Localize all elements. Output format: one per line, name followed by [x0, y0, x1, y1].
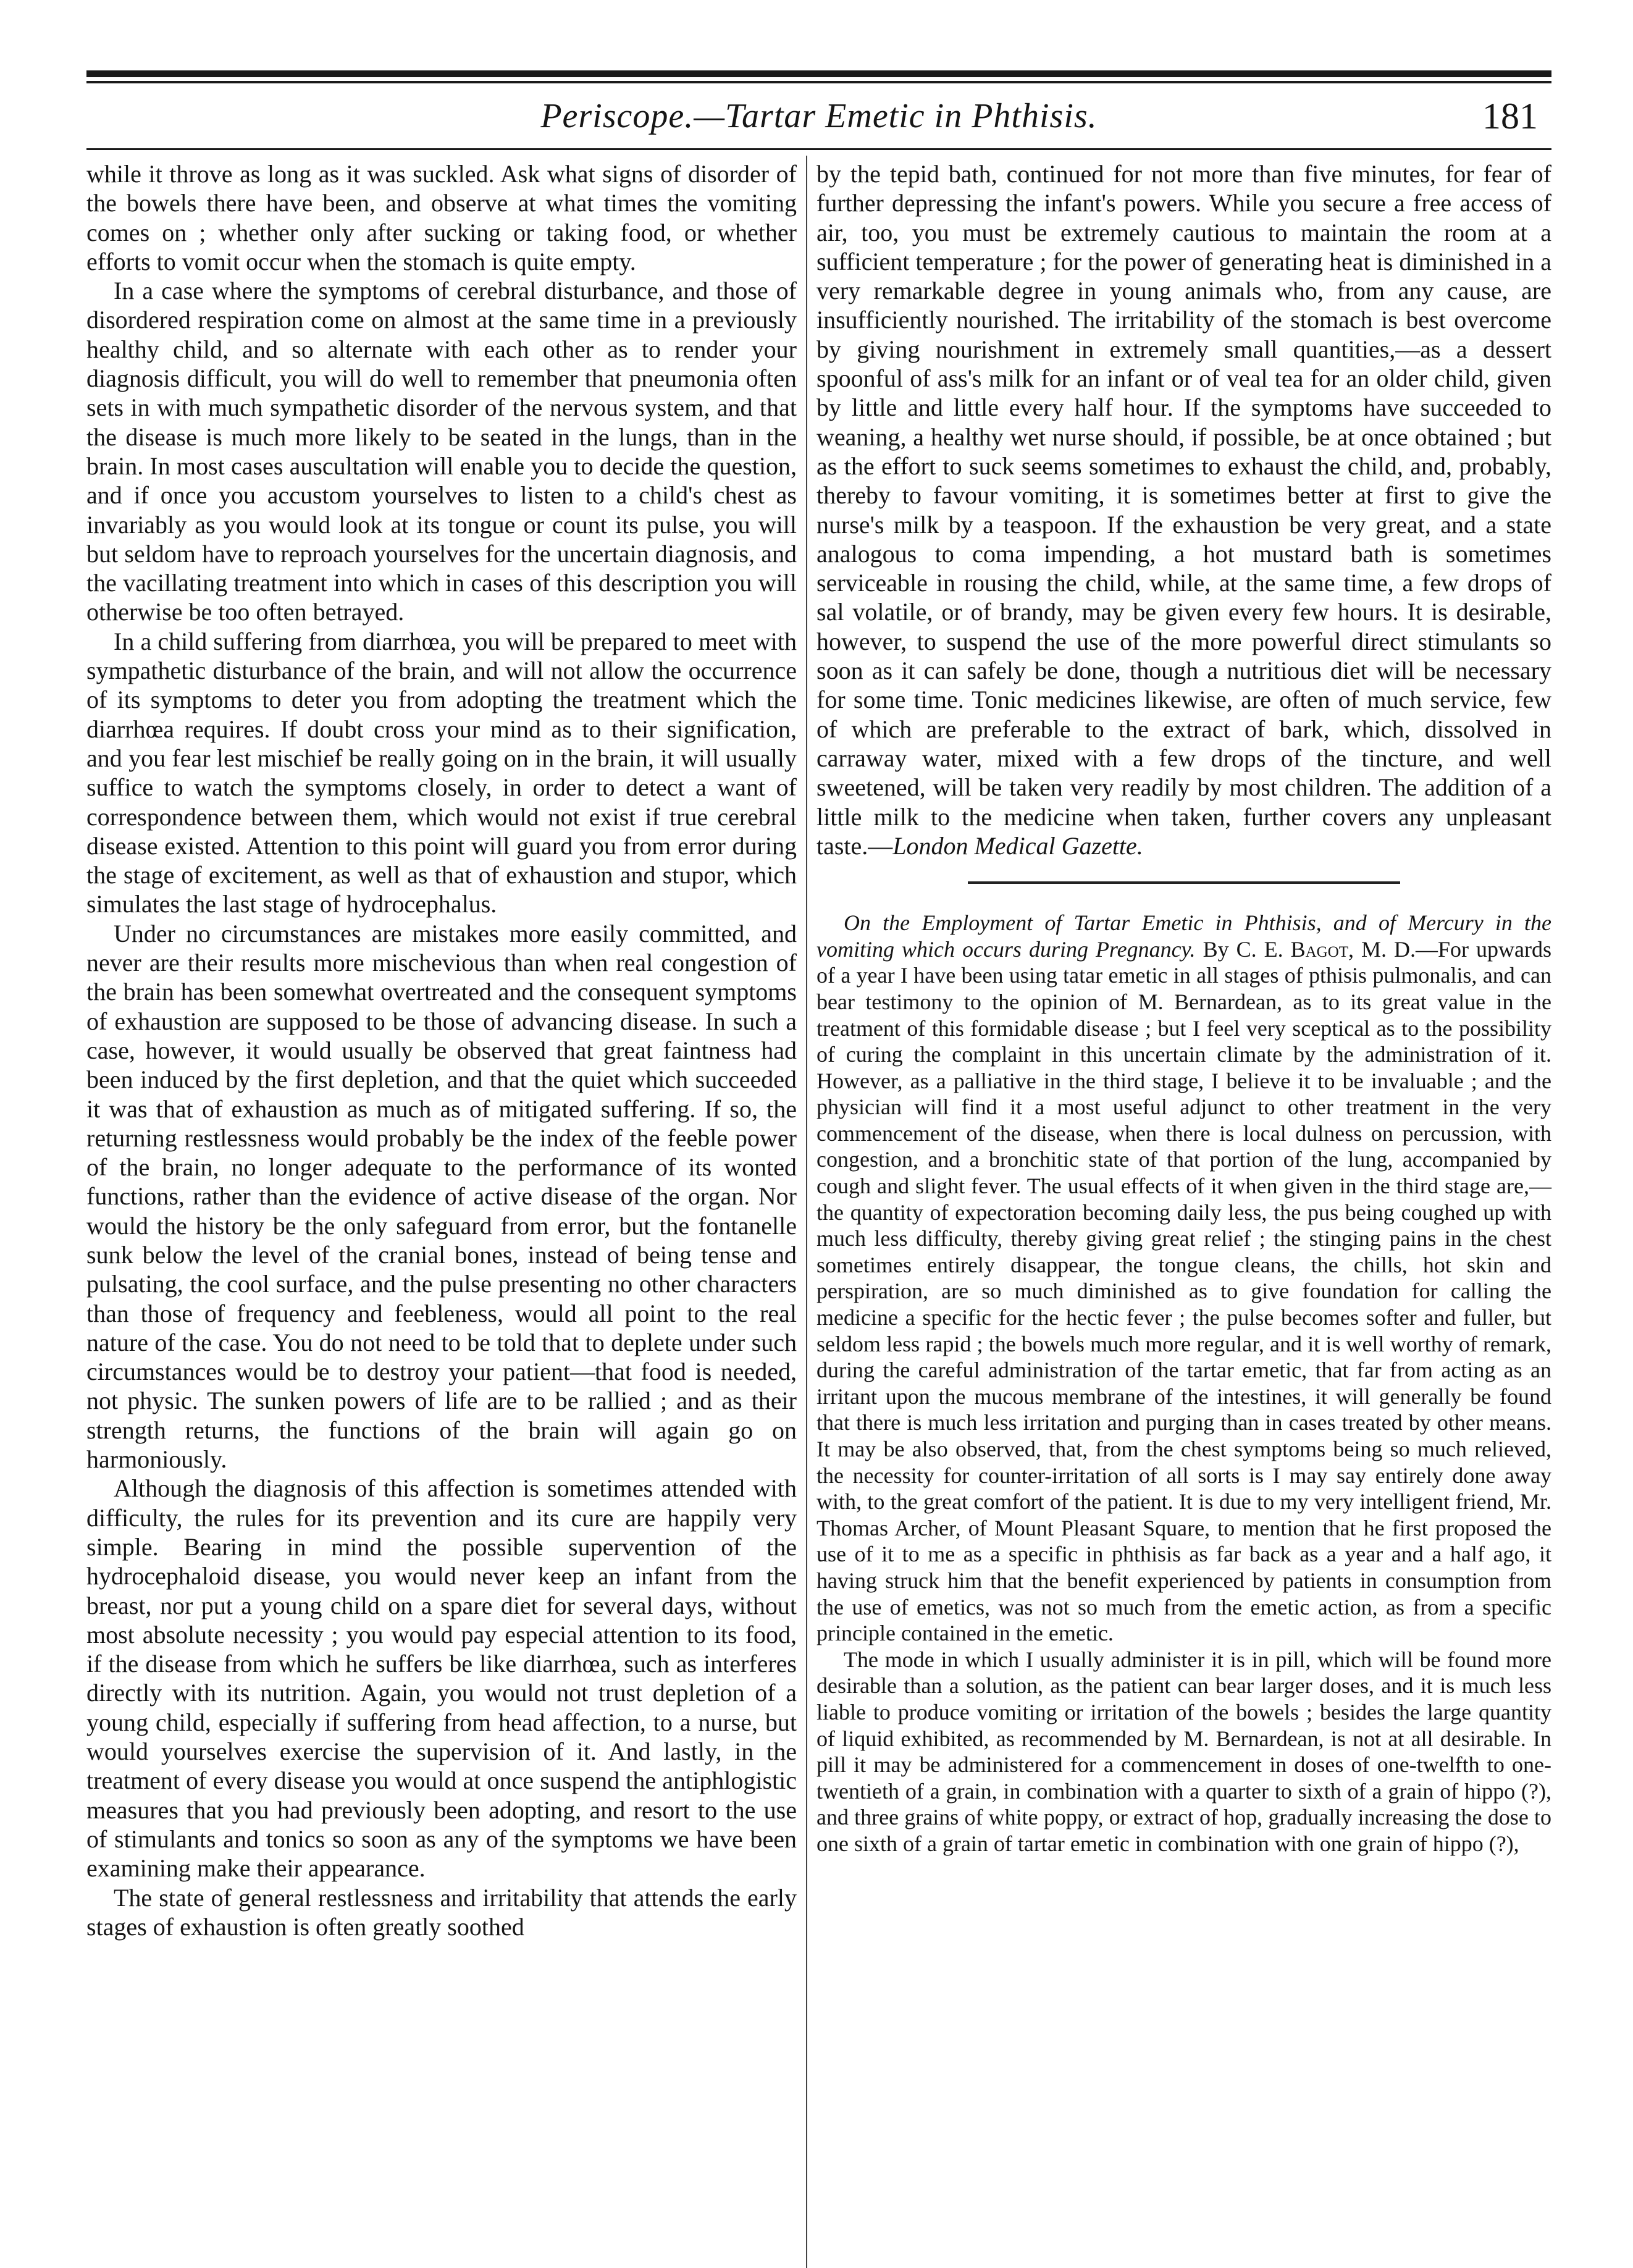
right-paragraph-1: [816, 159, 1551, 860]
article-paragraph-2: The mode in which I usually administer it is in pill, which will be found more desirable than a solution, as the patient can bear larger doses, and it is much less liable to produce vomiting or irritation of the bowels ; besides the large quantity of liquid exhibited, as recommended by M. Bernardean, is not at all desirable. In pill it may be administered for a commencement in doses of one-twelfth to one-twentieth of a grain, in combination with a quarter to sixth of a grain of hippo (?), and three grains of white poppy, or extract of hop, gradually increasing the dose to one sixth of a grain of tartar emetic in combination with one grain of hippo (?),: [816, 1647, 1551, 1856]
article-body-1: , M. D.—For upwards of a year I have been using tatar emetic in all stages of pthisis pulmonalis, and can bear testimony to the opinion of M. Bernardean, as to its great value in the treatment of this formidable disease ; but I feel very sceptical as to the possibility of curing the complaint in this uncertain climate by the administration of it. However, as a palliative in the third stage, I believe it to be invaluable ; and the physician will find it a most useful adjunct to other treatment in the very commencement of the disease, when there is local dulness on percussion, with congestion, and a bronchitic state of that portion of the lung, accompanied by cough and slight fever. The usual effects of it when given in the third stage are,—the quantity of expectoration becoming daily less, the pus being coughed up with much less difficulty, thereby giving great relief ; the stinging pains in the chest sometimes entirely disappear, the tongue cleans, the chills, hot skin and perspiration, are so much diminished as to give foundation for calling the medicine a specific for the hectic fever ; the pulse becomes softer and fuller, but seldom less rapid ; the bowels much more regular, and it is well worthy of remark, during the careful administration of the tartar emetic, that far from acting as an irritant upon the mucous membrane of the intestines, it will generally be found that there is much less irritation and purging than in cases treated by other means. It may be also observed, that, from the chest symptoms being so much relieved, the necessity for counter-irritation of all sorts is I may say entirely done away with, to the great comfort of the patient. It is due to my very intelligent friend, Mr. Thomas Archer, of Mount Pleasant Square, to mention that he first proposed the use of it to me as a specific in phthisis as far back as a year and a half ago, it having struck him that the benefit experienced by patients in consumption from the use of emetics, was not so much from the emetic action, as from a specific principle contained in the emetic.: [816, 936, 1552, 1646]
right-paragraph-1-body: by the tepid bath, continued for not more than five minutes, for fear of further depressing the infant's powers. While you secure a free access of air, too, you must be extremely cautious to maintain the room at a sufficient temperature ; for the power of generating heat is diminished in a very remarkable degree in young animals who, from any cause, are insufficiently nourished. The irritability of the stomach is best overcome by giving nourishment in extremely small quantities,—as a dessert spoonful of ass's milk for an infant or of veal tea for an older child, given by little and little every half hour. If the symptoms have succeeded to weaning, a healthy wet nurse should, if possible, be at once obtained ; but as the effort to suck seems sometimes to exhaust the child, and, probably, thereby to favour vomiting, it is sometimes better at first to give the nurse's milk by a teaspoon. If the exhaustion be very great, and a state analogous to coma impending, a hot mustard bath is sometimes serviceable in rousing the child, while, at the same time, a few drops of sal volatile, or of brandy, may be given every few hours. It is desirable, however, to suspend the use of the more powerful direct stimulants so soon as it can safely be done, though a nutritious diet will be necessary for some time. Tonic medicines likewise, are often of much service, few of which are preferable to the extract of bark, which, dissolved in carraway water, mixed with a few drops of the tincture, and well sweetened, will be taken very readily by most children. The addition of a little milk to the medicine when taken, further covers any unpleasant taste.—: [816, 160, 1551, 860]
article-section: [816, 910, 1551, 1857]
left-paragraph-2: In a case where the symptoms of cerebral disturbance, and those of disordered respiration come on almost at the same time in a previously healthy child, and so alternate with each other as to render your diagnosis difficult, you will do well to remember that pneumonia often sets in with much sympathetic disorder of the nervous system, and that the disease is much more likely to be seated in the lungs, than in the brain. In most cases auscultation will enable you to decide the question, and if once you accustom yourselves to listen to a child's chest as invariably as you would look at its tongue or count its pulse, you will but seldom have to reproach yourselves for the uncertain diagnosis, and the vacillating treatment into which in cases of this description you will otherwise be too often betrayed.: [86, 277, 797, 626]
article-author: C. E. Bagot: [1236, 936, 1349, 962]
left-paragraph-1: while it throve as long as it was suckled. Ask what signs of disorder of the bowels there have been, and observe at what times the vomiting comes on ; whether only after sucking or taking food, or whether efforts to vomit occur when the stomach is quite empty.: [86, 160, 797, 275]
section-separator: [968, 881, 1400, 884]
left-paragraph-5: Although the diagnosis of this affection is sometimes attended with difficulty, the rules for its prevention and its cure are happily very simple. Bearing in mind the possible supervention of the hydrocephaloid disease, you would never keep an infant from the breast, nor put a young child on a spare diet for several days, without most absolute necessity ; you would pay especial attention to its food, if the disease from which he suffers be like diarrhœa, such as interferes directly with its nutrition. Again, you would not trust depletion of a young child, especially if suffering from head affection, to a nurse, but would yourselves exercise the supervision of it. And lastly, in the treatment of every disease you would at once suspend the antiphlogistic measures that you had previously been adopting, and resort to the use of stimulants and tonics so soon as any of the symptoms we have been examining make their appearance.: [86, 1474, 797, 1883]
left-paragraph-4: Under no circumstances are mistakes more easily committed, and never are their results more mischevious than when real congestion of the brain has been somewhat overtreated and the consequent symptoms of exhaustion are supposed to be those of advancing disease. In such a case, however, it would usually be observed that great faintness had been induced by the first depletion, and that the quiet which succeeded it was that of exhaustion as much as of mitigated suffering. If so, the returning restlessness would probably be the index of the feeble power of the brain, no longer adequate to the performance of its wonted functions, rather than the evidence of active disease of the organ. Nor would the history be the only safeguard from error, but the fontanelle sunk below the level of the cranial bones, instead of being tense and pulsating, the cool surface, and the pulse presenting no other characters than those of frequency and feebleness, would all point to the real nature of the case. You do not need to be told that to deplete under such circumstances would be to destroy your patient—that food is needed, not physic. The sunken powers of life are to be rallied ; and as their strength returns, the functions of the brain will again go on harmoniously.: [86, 919, 797, 1474]
source-citation: London Medical Gazette.: [892, 831, 1143, 860]
article-intro: [816, 910, 1551, 1647]
article-title: On the Employment of Tartar Emetic in Phthisis, and of Mercury in the vomiting which occurs during Pregnancy.: [816, 910, 1551, 962]
page-header: [86, 93, 1551, 142]
page-number: 181: [1482, 96, 1538, 136]
left-column: [86, 159, 797, 1941]
column-divider: [806, 156, 807, 2268]
header-rule: [86, 148, 1551, 150]
left-paragraph-6: The state of general restlessness and irritability that attends the early stages of exhaustion is often greatly soothed: [86, 1883, 797, 1941]
left-paragraph-3: In a child suffering from diarrhœa, you will be prepared to meet with sympathetic disturbance of the brain, and will not allow the occurrence of its symptoms to deter you from adopting the treatment which the diarrhœa requires. If doubt cross your mind as to their signification, and you fear lest mischief be really going on in the brain, it will usually suffice to watch the symptoms closely, in order to detect a want of correspondence between them, which would not exist if true cerebral disease existed. Attention to this point will guard you from error during the stage of excitement, as well as that of exhaustion and stupor, which simulates the last stage of hydrocephalus.: [86, 627, 797, 918]
right-column: [816, 159, 1551, 1857]
top-border-rule-thin: [86, 81, 1551, 83]
running-head: Periscope.—Tartar Emetic in Phthisis.: [540, 97, 1098, 135]
article-byline-pre: By: [1203, 936, 1229, 962]
top-border-rule: [86, 70, 1551, 77]
